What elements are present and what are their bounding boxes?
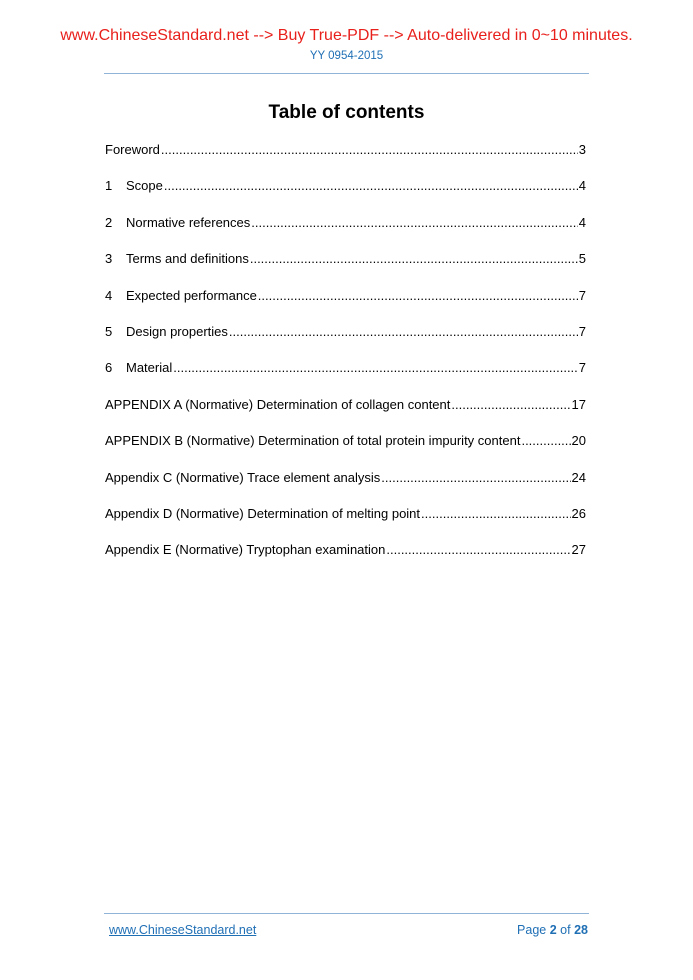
footer-website-link[interactable]: www.ChineseStandard.net bbox=[109, 923, 257, 937]
toc-entry-label: Appendix E (Normative) Tryptophan examination bbox=[105, 542, 386, 558]
toc-entry-appendix-d[interactable] bbox=[105, 505, 586, 541]
toc-entry-label: Terms and definitions bbox=[126, 251, 249, 267]
header-divider bbox=[104, 73, 589, 74]
toc-entry-label: Normative references bbox=[126, 214, 251, 230]
toc-entry-label: Expected performance bbox=[126, 287, 257, 303]
toc-entry-page: 24 bbox=[571, 469, 586, 485]
toc-entry-page: 3 bbox=[578, 142, 586, 157]
toc-entry-terms-and-definitions[interactable] bbox=[105, 250, 586, 286]
toc-entry-number: 3 bbox=[105, 251, 113, 267]
toc-leader bbox=[258, 287, 578, 305]
toc-leader bbox=[451, 396, 570, 414]
page-title: Table of contents bbox=[268, 102, 425, 123]
toc-entry-label: APPENDIX A (Normative) Determination of collagen content bbox=[105, 396, 451, 412]
toc-entry-appendix-c[interactable] bbox=[105, 469, 586, 505]
footer-divider bbox=[104, 913, 589, 914]
toc-entry-label: Foreword bbox=[105, 142, 160, 157]
toc-entry-label: Appendix C (Normative) Trace element analysis bbox=[105, 469, 381, 485]
toc-entry-appendix-a[interactable] bbox=[105, 396, 586, 432]
toc-leader bbox=[251, 214, 577, 232]
toc-entry-label: APPENDIX B (Normative) Determination of total protein impurity content bbox=[105, 433, 521, 449]
toc-entry-design-properties[interactable] bbox=[105, 323, 586, 359]
page-total: 28 bbox=[574, 923, 588, 937]
toc-leader bbox=[229, 323, 578, 341]
header-banner: www.ChineseStandard.net --> Buy True-PDF --> Auto-delivered in 0~10 minutes. bbox=[60, 27, 633, 44]
toc-entry-page: 20 bbox=[571, 433, 586, 449]
toc-leader bbox=[521, 432, 570, 450]
toc-leader bbox=[381, 469, 570, 487]
toc-entry-number: 6 bbox=[105, 360, 113, 376]
toc-entry-number: 1 bbox=[105, 178, 113, 194]
toc-entry-label: Scope bbox=[126, 178, 163, 194]
page-of: of bbox=[560, 923, 571, 937]
toc-entry-page: 26 bbox=[571, 505, 586, 521]
toc-entry-label: Appendix D (Normative) Determination of melting point bbox=[105, 505, 421, 521]
toc-entry-appendix-b[interactable] bbox=[105, 432, 586, 468]
toc-entry-scope[interactable] bbox=[105, 177, 586, 213]
toc-entry-label: Material bbox=[126, 360, 173, 376]
toc-entry-page: 4 bbox=[578, 178, 586, 194]
page-current: 2 bbox=[549, 923, 557, 937]
toc-entry-normative-references[interactable] bbox=[105, 214, 586, 250]
document-number: YY 0954-2015 bbox=[309, 50, 384, 62]
toc-entry-page: 17 bbox=[571, 396, 586, 412]
toc-entry-number: 5 bbox=[105, 323, 113, 339]
toc-entry-page: 7 bbox=[578, 323, 586, 339]
toc-entry-page: 27 bbox=[571, 542, 586, 558]
toc-entry-appendix-e[interactable] bbox=[105, 541, 586, 577]
page-prefix: Page bbox=[517, 923, 547, 937]
toc-entry-page: 7 bbox=[578, 287, 586, 303]
toc-entry-page: 7 bbox=[578, 360, 586, 376]
toc-entry-label: Design properties bbox=[126, 323, 228, 339]
toc-entry-page: 5 bbox=[578, 251, 586, 267]
toc-leader bbox=[421, 505, 571, 523]
toc-entry-number: 4 bbox=[105, 287, 113, 303]
toc-leader bbox=[173, 359, 578, 377]
toc-leader bbox=[250, 250, 578, 268]
table-of-contents bbox=[105, 141, 586, 578]
toc-entry-number: 2 bbox=[105, 214, 113, 230]
page-indicator bbox=[517, 923, 588, 937]
toc-entry-page: 4 bbox=[578, 214, 586, 230]
toc-leader bbox=[386, 541, 570, 559]
toc-leader bbox=[161, 141, 578, 159]
toc-entry-expected-performance[interactable] bbox=[105, 287, 586, 323]
toc-entry-foreword[interactable] bbox=[105, 141, 586, 177]
toc-leader bbox=[164, 177, 578, 195]
toc-entry-material[interactable] bbox=[105, 359, 586, 395]
